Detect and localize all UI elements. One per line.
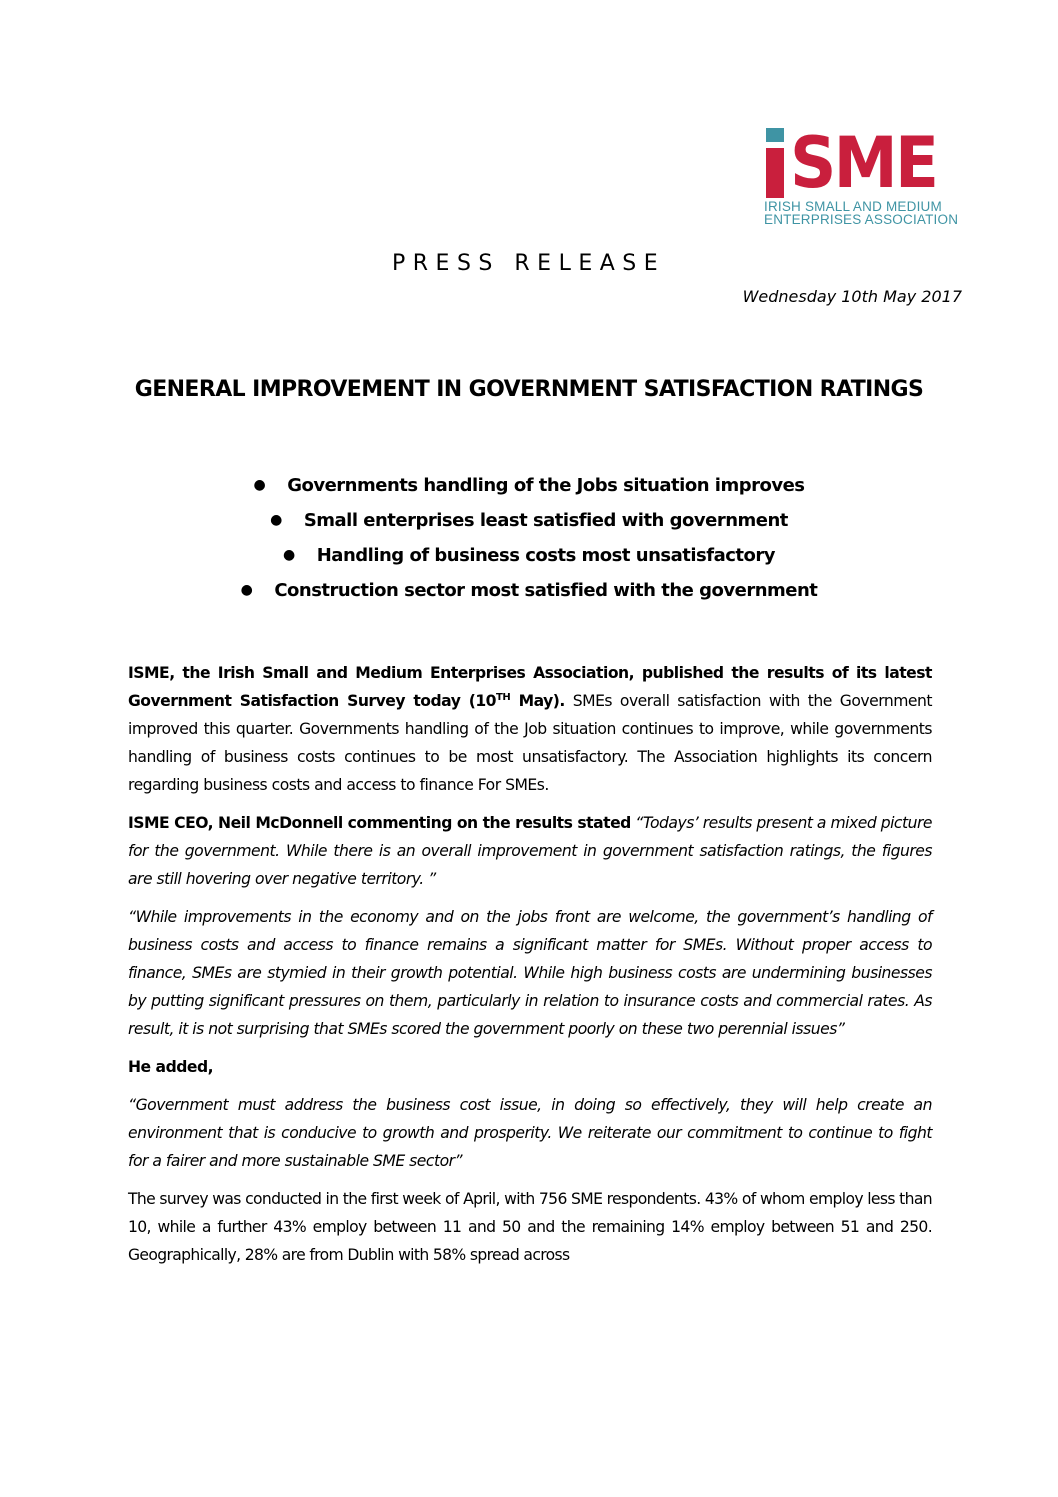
logo-tagline-line1: IRISH SMALL AND MEDIUM bbox=[764, 199, 942, 214]
logo-wordmark bbox=[764, 122, 960, 204]
bullet-icon: ● bbox=[283, 547, 295, 563]
isme-logo bbox=[764, 122, 960, 230]
key-points-list bbox=[128, 468, 930, 608]
logo-tagline-line2: ENTERPRISES ASSOCIATION bbox=[764, 212, 959, 227]
bullet-icon: ● bbox=[253, 477, 266, 493]
key-point: ● Governments handling of the Jobs situation improves bbox=[128, 468, 930, 503]
bullet-icon: ● bbox=[270, 512, 282, 528]
logo-letters: SME bbox=[790, 122, 937, 204]
paragraph-he-added: He added, bbox=[128, 1058, 214, 1076]
paragraph-ceo-quote: ISME CEO, Neil McDonnell commenting on the results stated “Todays’ results present a mixed picture for the government. While there is an overall improvement in government satisfaction ratings, the figures are still hovering over negative territory. ” bbox=[128, 814, 933, 888]
bullet-icon: ● bbox=[240, 582, 253, 598]
key-point: ● Handling of business costs most unsatisfactory bbox=[128, 538, 930, 573]
headline: GENERAL IMPROVEMENT IN GOVERNMENT SATISFACTION RATINGS bbox=[134, 377, 924, 402]
paragraph-survey-details: The survey was conducted in the first week of April, with 756 SME respondents. 43% of whom employ less than 10, while a further 43% employ between 11 and 50 and the remaining 14% employ between 51 and 250. Geographically, 28% are from Dublin with 58% spread across bbox=[128, 1190, 932, 1264]
logo-i-mark bbox=[764, 126, 786, 200]
paragraph-intro: ISME, the Irish Small and Medium Enterprises Association, published the results of its latest Government Satisfaction Survey today (10TH May). SMEs overall satisfaction with the Government improved this quarter. Governments handling of the Job situation continues to improve, while governments handling of business costs continues to be most unsatisfactory. The Association highlights its concern regarding business costs and access to finance For SMEs. bbox=[128, 664, 932, 794]
key-point: ● Small enterprises least satisfied with government bbox=[128, 503, 930, 538]
paragraph-quote-continued: “While improvements in the economy and on the jobs front are welcome, the government’s handling of business costs and access to finance remains a significant matter for SMEs. Without proper access to finance, SMEs are stymied in their growth potential. While high business costs are undermining businesses by putting significant pressures on them, particularly in relation to insurance costs and commercial rates. As result, it is not surprising that SMEs scored the government poorly on these two perennial issues” bbox=[128, 908, 932, 1038]
release-date: Wednesday 10th May 2017 bbox=[742, 287, 962, 306]
key-point: ● Construction sector most satisfied with the government bbox=[128, 573, 930, 608]
article-body bbox=[128, 659, 932, 1279]
paragraph-quote-government: “Government must address the business cost issue, in doing so effectively, they will help create an environment that is conducive to growth and prosperity. We reiterate our commitment to continue to fight for a fairer and more sustainable SME sector” bbox=[128, 1096, 932, 1170]
press-release-label: PRESS RELEASE bbox=[392, 251, 666, 276]
